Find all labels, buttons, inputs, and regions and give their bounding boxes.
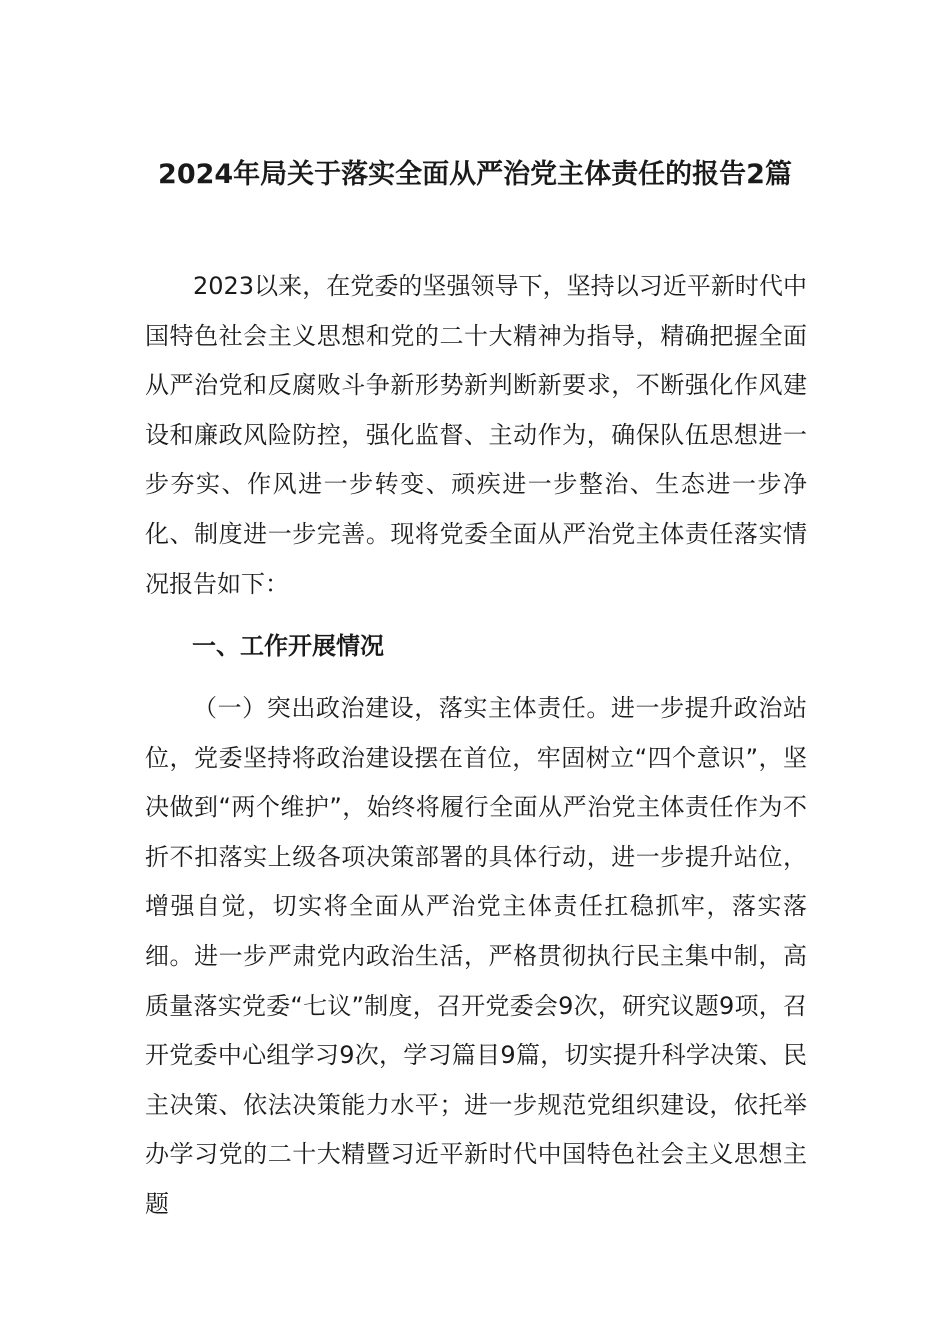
document-title: 2024年局关于落实全面从严治党主体责任的报告2篇 [158, 159, 792, 190]
section-paragraph: （一）突出政治建设，落实主体责任。进一步提升政治站位，党委坚持将政治建设摆在首位，牢固树立“四个意识”，坚决做到“两个维护”，始终将履行全面从严治党主体责任作为不折不扣落实上级各项决策部署的具体行动，进一步提升站位，增强自觉，切实将全面从严治党主体责任扛稳抓牢，落实落细。进一步严肃党内政治生活，严格贯彻执行民主集中制，高质量落实党委“七议”制度，召开党委会9次，研究议题9项，召开党委中心组学习9次，学习篇目9篇，切实提升科学决策、民主决策、依法决策能力水平；进一步规范党组织建设，依托举办学习党的二十大精暨习近平新时代中国特色社会主义思想主题 [145, 694, 807, 1218]
section-heading: 一、工作开展情况 [192, 632, 384, 660]
intro-paragraph: 2023以来，在党委的坚强领导下，坚持以习近平新时代中国特色社会主义思想和党的二十大精神为指导，精确把握全面从严治党和反腐败斗争新形势新判断新要求，不断强化作风建设和廉政风险防控，强化监督、主动作为，确保队伍思想进一步夯实、作风进一步转变、顽疾进一步整治、生态进一步净化、制度进一步完善。现将党委全面从严治党主体责任落实情况报告如下： [145, 272, 807, 598]
